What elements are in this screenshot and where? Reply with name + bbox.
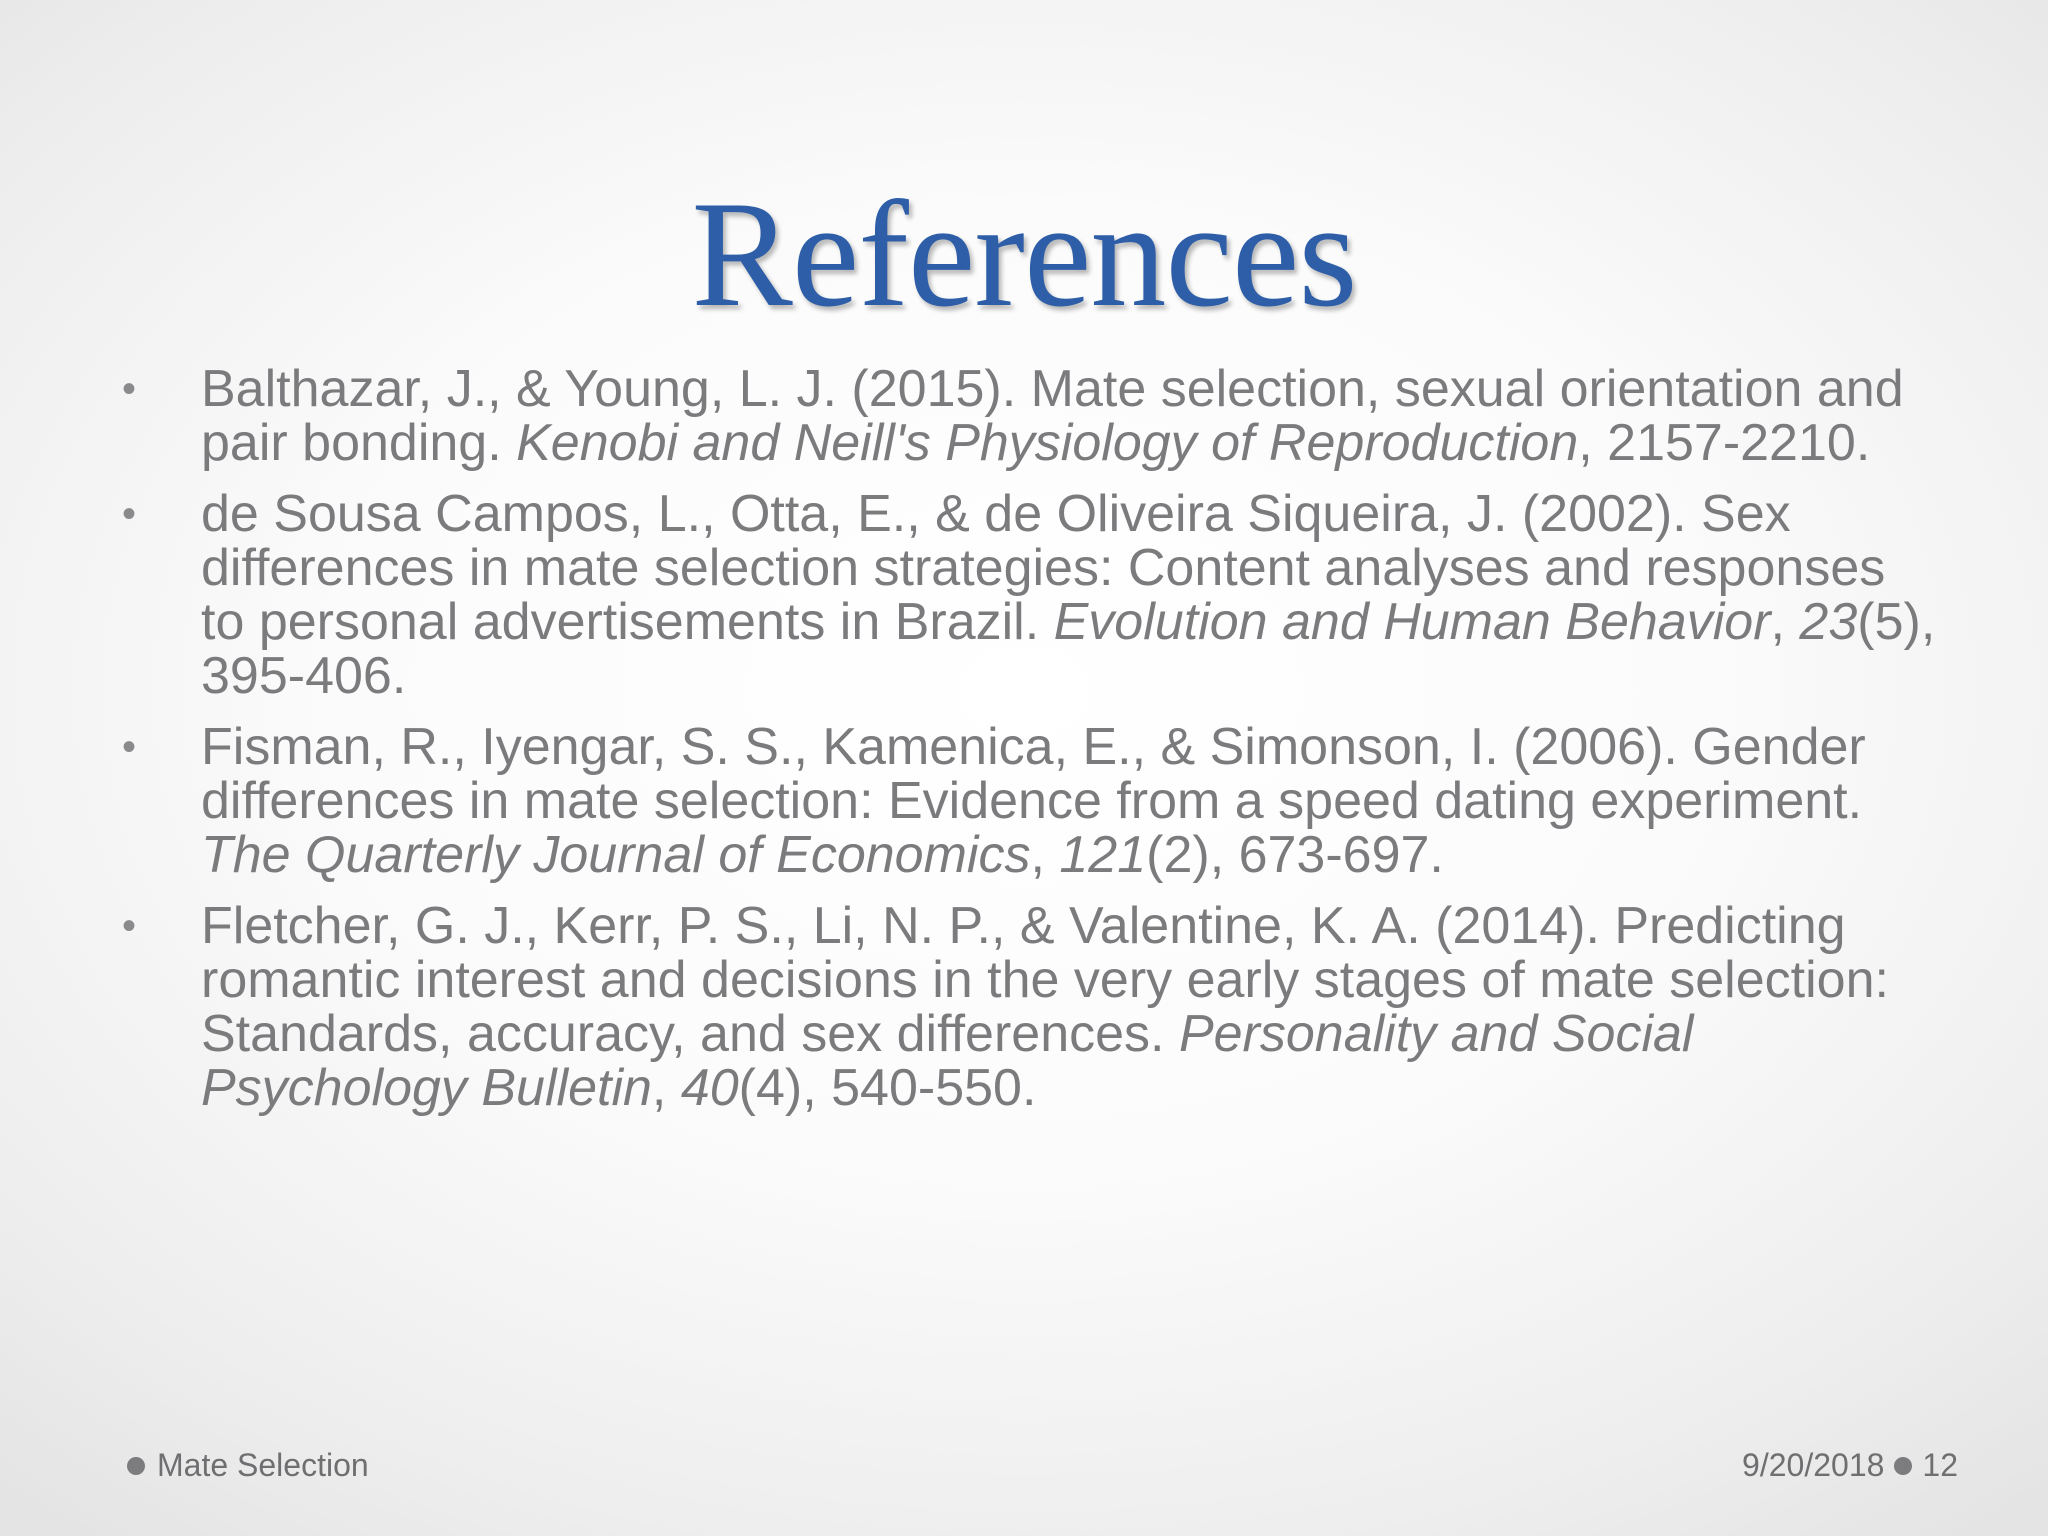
reference-segment: Balthazar, J., & Young, L. J. (2015). Mate selection, sexual orientation and pair bonding. (201, 360, 1904, 472)
slide-title: References (691, 170, 1357, 338)
reference-italic-segment: The Quarterly Journal of Economics (201, 826, 1031, 884)
reference-segment: (2), 673-697. (1146, 826, 1444, 884)
bullet-icon: • (122, 725, 137, 769)
reference-segment: , (1770, 593, 1800, 651)
reference-text (201, 718, 1866, 884)
reference-segment: (5), 395-406. (201, 593, 1936, 705)
footer-dot-icon (127, 1457, 145, 1475)
bullet-icon: • (122, 492, 137, 536)
reference-segment: , 2157-2210. (1578, 414, 1871, 472)
bullet-icon: • (122, 904, 137, 948)
reference-italic-segment: 23 (1799, 593, 1858, 651)
reference-segment: Fisman, R., Iyengar, S. S., Kamenica, E., & Simonson, I. (2006). Gender differences in mate selection: Evidence from a speed dating experiment. (201, 718, 1866, 830)
reference-italic-segment: 121 (1059, 826, 1147, 884)
footer-dot-icon (1894, 1457, 1912, 1475)
reference-italic-segment: 40 (680, 1059, 739, 1117)
reference-text (201, 897, 1889, 1117)
reference-item (0, 487, 1941, 703)
reference-item (0, 899, 1941, 1115)
reference-italic-segment: Personality and Social Psychology Bulletin (201, 1005, 1694, 1117)
footer-title: Mate Selection (157, 1447, 369, 1483)
footer-date: 9/20/2018 (1742, 1447, 1885, 1483)
footer-left (127, 1447, 369, 1484)
reference-segment: de Sousa Campos, L., Otta, E., & de Oliveira Siqueira, J. (2002). Sex differences in mate selection strategies: Content analyses and responses to personal advertisements in Brazil. (201, 485, 1886, 651)
footer-right (1742, 1447, 1958, 1484)
reference-text (201, 485, 1935, 705)
reference-italic-segment: Evolution and Human Behavior (1053, 593, 1771, 651)
reference-italic-segment: Kenobi and Neill's Physiology of Reproduction (516, 414, 1579, 472)
reference-item (0, 362, 1941, 470)
reference-list (0, 362, 2048, 1132)
reference-segment: , (651, 1059, 681, 1117)
reference-text (201, 360, 1904, 472)
reference-segment: Fletcher, G. J., Kerr, P. S., Li, N. P., & Valentine, K. A. (2014). Predicting romantic interest and decisions in the very early stages of mate selection: Standards, accuracy, and sex differences. (201, 897, 1889, 1063)
bullet-icon: • (122, 367, 137, 411)
reference-item (0, 720, 1941, 882)
slide-number: 12 (1922, 1447, 1958, 1483)
reference-segment: (4), 540-550. (738, 1059, 1037, 1117)
reference-segment: , (1030, 826, 1060, 884)
